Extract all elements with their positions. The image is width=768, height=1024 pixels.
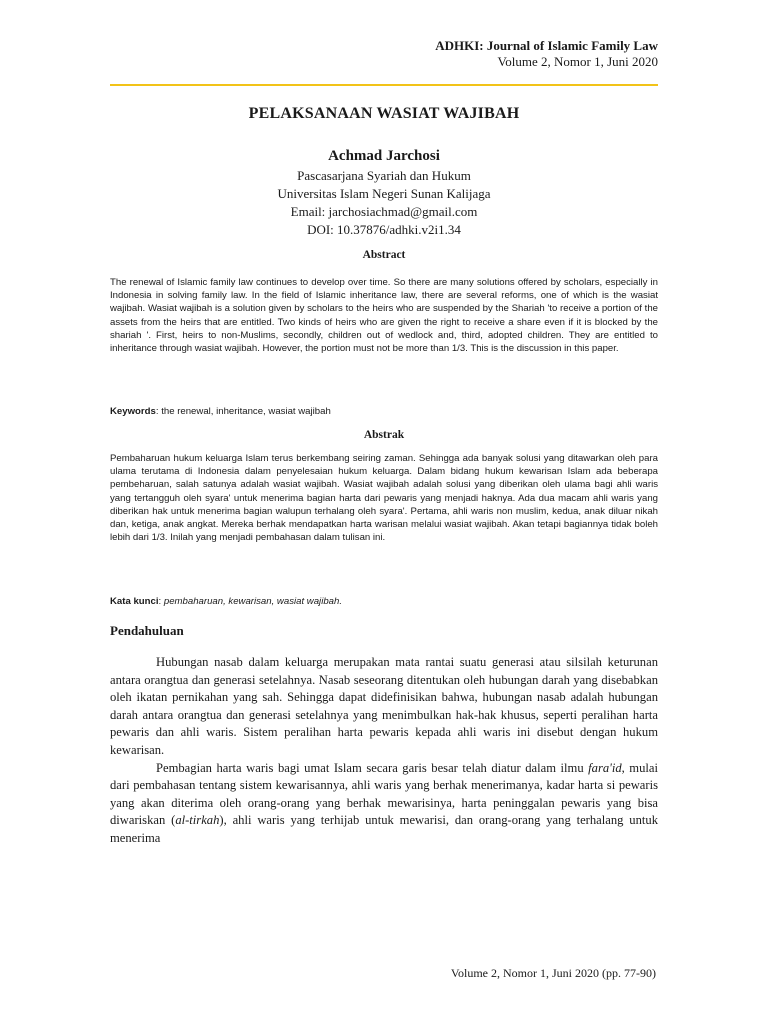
kata-kunci-values: pembaharuan, kewarisan, wasiat wajibah.: [163, 596, 342, 607]
kata-kunci-sep: :: [158, 596, 164, 607]
header-rule: [110, 84, 658, 86]
keywords-values: : the renewal, inheritance, wasiat wajibah: [155, 406, 331, 417]
keywords-label: Keywords: [110, 406, 156, 417]
term-al-tirkah: al-tirkah: [175, 813, 220, 828]
section-heading-pendahuluan: Pendahuluan: [110, 623, 184, 638]
author-name: Achmad Jarchosi: [328, 148, 440, 164]
term-faraid: fara'id: [588, 760, 622, 775]
paragraph-1: Hubungan nasab dalam keluarga merupakan mata rantai suatu generasi atau silsilah keturunan antara orangtua dan generasi setelahnya. Nasab seseorang ditentukan oleh hubungan darah yang disebabkan oleh ikatan pernikahan yang sah. Sehingga dapat didefinisikan bahwa, hubungan nasab adalah hubungan darah antara orangtua dan generasi setelahnya yang menimbulkan hak-hak khusus, seperti peralihan harta pewaris dan ahli waris. Sistem peralihan harta pewaris kepada ahli waris ini disebut dengan hukum kewarisan.: [110, 655, 658, 757]
paper-title: PELAKSANAAN WASIAT WAJIBAH: [248, 105, 520, 122]
author-affiliation-1: Pascasarjana Syariah dan Hukum: [297, 168, 471, 183]
abstract-heading: Abstract: [362, 249, 406, 261]
kata-kunci-line: [110, 595, 658, 608]
page-footer: Volume 2, Nomor 1, Juni 2020 (pp. 77-90): [450, 966, 656, 980]
abstract-text: The renewal of Islamic family law continues to develop over time. So there are many solutions offered by scholars, especially in Indonesia in solving family law. In the field of Islamic inheritance law, there are several reforms, one of which is the wasiat wajibah. Wasiat wajibah is a solution given by scholars to the heirs who are suspended by the Shariah 'to receive a portion of the assets from the heirs that are entitled. Two kinds of heirs who are given the right to receive a share even if it is blocked by the shariah '. First, heirs to non-Muslims, secondly, children out of wedlock and, third, adopted children. They are entitled to inheritance through wasiat wajibah. However, the portion must not be more than 1/3. This is the discussion in this paper.: [110, 277, 658, 355]
kata-kunci-label: Kata kunci: [110, 596, 159, 607]
author-doi: DOI: 10.37876/adhki.v2i1.34: [307, 222, 461, 237]
keywords-line: [110, 405, 658, 418]
author-email: Email: jarchosiachmad@gmail.com: [290, 204, 478, 219]
journal-issue: Volume 2, Nomor 1, Juni 2020: [497, 54, 658, 69]
paragraph-2: [110, 760, 658, 848]
journal-name: ADHKI: Journal of Islamic Family Law: [435, 38, 658, 53]
journal-header: [435, 38, 658, 70]
paragraph-2-part-b: , mulai dari pembahasan tentang sistem kewarisannya, ahli waris yang berhak menerimanya, kadar harta si pewaris yang akan diterima oleh orang-orang yang berhak mewarisinya, harta peninggalan pewaris yang bisa diwariskan (: [110, 760, 658, 828]
author-affiliation-2: Universitas Islam Negeri Sunan Kalijaga: [277, 186, 491, 201]
paragraph-2-part-a: Pembagian harta waris bagi umat Islam secara garis besar telah diatur dalam ilmu: [156, 760, 589, 775]
body-text: [110, 654, 658, 848]
abstrak-text: Pembaharuan hukum keluarga Islam terus berkembang seiring zaman. Sehingga ada banyak solusi yang ditawarkan oleh para ulama terutama di Indonesia dalam penyelesaian hukum keluarga. Dalam bidang hukum kewarisan Islam ada beberapa pembeharuan, salah satunya adalah wasiat wajibah. Wasiat wajibah adalah solusi yang diberikan oleh ulama bagi ahli waris yang tertangguh oleh syara' untuk menerima bagian harta dari pewaris yang menjadi haknya. Ada dua macam ahli waris yang diberikan hak untuk menerima bagian walupun terhalang oleh syara'. Pertama, ahli waris non muslim, kedua, anak diluar nikah dan, ketiga, anak angkat. Mereka berhak mendapatkan harta warisan melalui wasiat wajibah. Akan tetapi bagiannya tidak boleh lebih dari 1/3. Inilah yang menjadi pembahasan dalam tulisan ini.: [110, 453, 658, 544]
paragraph-2-part-c: ), ahli waris yang terhijab untuk mewarisi, dan orang-orang yang terhalang untuk menerima: [110, 813, 658, 845]
abstrak-heading: Abstrak: [363, 429, 405, 441]
author-block: [110, 146, 658, 239]
